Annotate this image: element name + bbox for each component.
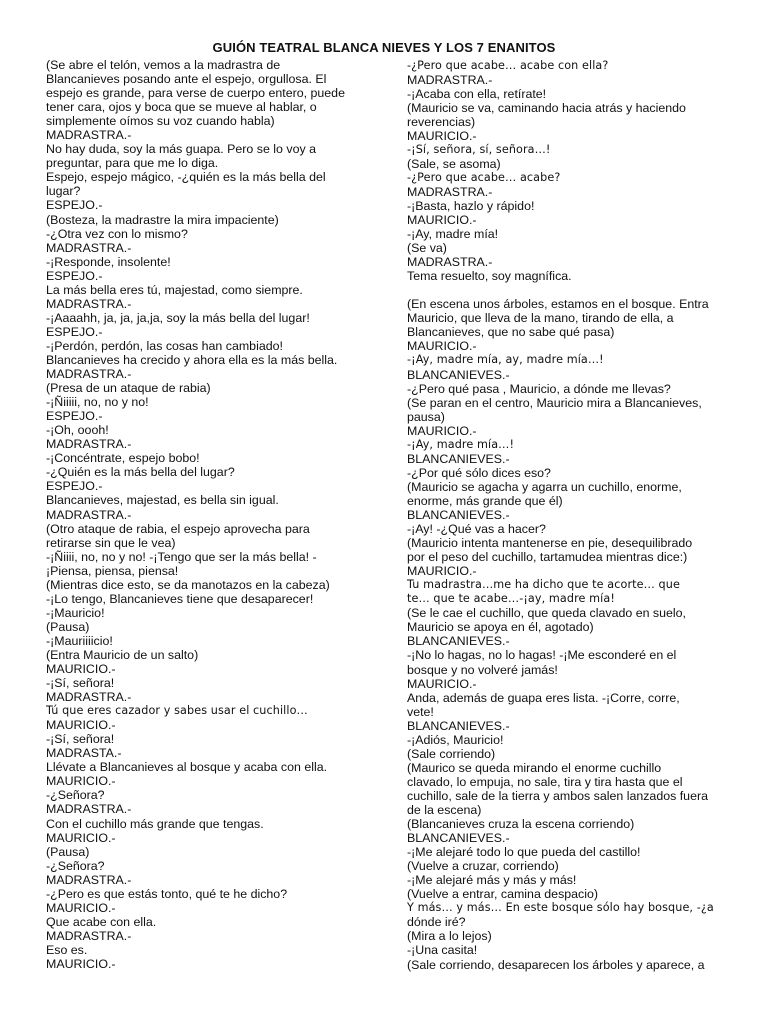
script-line: -¡Ay, madre mía…! bbox=[407, 437, 515, 451]
script-line: preguntar, para que me lo diga. bbox=[46, 156, 219, 171]
script-line: -¡Responde, insolente! bbox=[46, 254, 171, 269]
script-line: enorme, más grande que él) bbox=[407, 493, 563, 508]
script-line: (Mauricio se va, caminando hacia atrás y haciendo bbox=[407, 100, 686, 115]
script-line: MADRASTA.- bbox=[46, 746, 122, 761]
script-line: dónde iré? bbox=[407, 915, 466, 930]
script-line: MAURICIO.- bbox=[46, 900, 116, 915]
script-line: MAURICIO.- bbox=[46, 718, 116, 733]
script-line: -¡Sí, señora! bbox=[46, 676, 115, 691]
script-line: (Sale, se asoma) bbox=[407, 156, 501, 171]
script-line: te… que te acabe…-¡ay, madre mía! bbox=[407, 592, 615, 606]
script-line: MADRASTRA.- bbox=[407, 72, 493, 87]
script-line: -¡Ay! -¿Qué vas a hacer? bbox=[407, 522, 546, 537]
script-line: -¡Acaba con ella, retírate! bbox=[407, 86, 547, 101]
script-line: tener cara, ojos y boca que se mueve al hablar, o bbox=[46, 100, 317, 115]
script-line: Blancanieves, que no sabe qué pasa) bbox=[407, 325, 615, 340]
script-line: MAURICIO.- bbox=[407, 564, 477, 579]
script-line: simplemente oímos su voz cuando habla) bbox=[46, 114, 275, 129]
script-line: ESPEJO.- bbox=[46, 409, 103, 424]
script-line: Blancanieves ha crecido y ahora ella es la más bella. bbox=[46, 352, 338, 367]
script-line: -¿Señora? bbox=[46, 788, 105, 803]
script-line: (Otro ataque de rabia, el espejo aprovecha para bbox=[46, 521, 310, 536]
script-line: Llévate a Blancanieves al bosque y acaba con ella. bbox=[46, 760, 328, 775]
script-line: MAURICIO.- bbox=[46, 774, 116, 789]
script-line: (Blancanieves cruza la escena corriendo) bbox=[407, 817, 635, 832]
script-line: (Bosteza, la madrastre la mira impaciente) bbox=[46, 212, 279, 227]
script-line: (Mira a lo lejos) bbox=[407, 929, 492, 944]
script-line: ESPEJO.- bbox=[46, 479, 103, 494]
script-line: MADRASTRA.- bbox=[407, 255, 493, 270]
script-line: MADRASTRA.- bbox=[46, 507, 132, 522]
script-line: BLANCANIEVES.- bbox=[407, 508, 510, 522]
script-line bbox=[407, 283, 727, 297]
script-line: -¿Señora? bbox=[46, 858, 105, 873]
script-line: -¿Pero que acabe… acabe? bbox=[407, 170, 561, 184]
script-line: Mauricio, que lleva de la mano, tirando de ella, a bbox=[407, 311, 674, 326]
script-line: Tu madrastra…me ha dicho que te acorte… que bbox=[407, 578, 680, 592]
script-line: -¡Adiós, Mauricio! bbox=[407, 732, 504, 747]
script-line: -¿Pero que acabe… acabe con ella? bbox=[407, 58, 609, 72]
script-line: retirarse sin que le vea) bbox=[46, 535, 176, 550]
script-line: (Maurico se queda mirando el enorme cuchillo bbox=[407, 760, 662, 775]
script-line: MADRASTRA.- bbox=[46, 296, 132, 311]
script-line: (Se le cae el cuchillo, que queda clavado en suelo, bbox=[407, 606, 686, 621]
script-line: -¡Ñiiii, no, no y no! -¡Tengo que ser la más bella! - bbox=[46, 549, 317, 564]
script-line: -¿Otra vez con lo mismo? bbox=[46, 226, 188, 241]
script-line: MADRASTRA.- bbox=[46, 928, 132, 943]
script-line: -¡Mauricio! bbox=[46, 605, 105, 620]
script-line: (Se va) bbox=[407, 241, 447, 256]
script-line: MADRASTRA.- bbox=[46, 802, 132, 817]
script-line: (Mientras dice esto, se da manotazos en la cabeza) bbox=[46, 577, 330, 592]
script-line: bosque y no volveré jamás! bbox=[407, 662, 558, 677]
script-line: -¿Pero qué pasa , Mauricio, a dónde me llevas? bbox=[407, 381, 671, 396]
script-line: -¡Concéntrate, espejo bobo! bbox=[46, 451, 200, 466]
script-line: MAURICIO.- bbox=[407, 213, 477, 228]
script-line: (Vuelve a cruzar, corriendo) bbox=[407, 859, 559, 874]
script-line: MAURICIO.- bbox=[407, 676, 477, 691]
script-line: (En escena unos árboles, estamos en el bosque. Entra bbox=[407, 297, 709, 312]
script-line: (Mauricio intenta mantenerse en pie, desequilibrado bbox=[407, 536, 693, 551]
script-line: -¿Pero es que estás tonto, qué te he dicho? bbox=[46, 886, 288, 901]
script-line: cuchillo, sale de la tierra y ambos salen lanzados fuera bbox=[407, 788, 708, 803]
script-line: MAURICIO.- bbox=[407, 339, 477, 354]
script-line: La más bella eres tú, majestad, como siempre. bbox=[46, 282, 303, 297]
document-title: GUIÓN TEATRAL BLANCA NIEVES Y LOS 7 ENANITOS bbox=[212, 40, 556, 55]
script-line: ESPEJO.- bbox=[46, 324, 103, 339]
script-line: Que acabe con ella. bbox=[46, 914, 157, 929]
script-line: clavado, lo empuja, no sale, tira y tira hasta que el bbox=[407, 774, 683, 789]
script-line: -¡Sí, señora, sí, señora…! bbox=[407, 142, 551, 156]
right-column bbox=[407, 59, 727, 972]
script-line: Espejo, espejo mágico, -¿quién es la más bella del bbox=[46, 170, 326, 185]
script-line: MADRASTRA.- bbox=[46, 437, 132, 452]
script-line: Eso es. bbox=[46, 942, 88, 957]
script-line: (Pausa) bbox=[46, 619, 90, 634]
script-line: MAURICIO.- bbox=[46, 662, 116, 677]
script-line: Con el cuchillo más grande que tengas. bbox=[46, 816, 264, 831]
script-line: BLANCANIEVES.- bbox=[407, 634, 510, 649]
script-line: MADRASTRA.- bbox=[46, 240, 132, 255]
script-line: -¡Me alejaré todo lo que pueda del castillo! bbox=[407, 845, 641, 860]
script-line: -¡Me alejaré más y más y más! bbox=[407, 873, 577, 888]
script-line: (Vuelve a entrar, camina despacio) bbox=[407, 887, 599, 902]
script-line: No hay duda, soy la más guapa. Pero se lo voy a bbox=[46, 142, 316, 157]
script-line: (Mauricio se agacha y agarra un cuchillo, enorme, bbox=[407, 479, 682, 494]
script-line: MADRASTRA.- bbox=[46, 367, 132, 382]
script-line: -¡Mauriiiicio! bbox=[46, 633, 113, 648]
script-line: -¡Perdón, perdón, las cosas han cambiado! bbox=[46, 338, 283, 353]
script-line: Blancanieves, majestad, es bella sin igual. bbox=[46, 493, 279, 508]
script-line: ¡Piensa, piensa, piensa! bbox=[46, 563, 179, 578]
script-line: (Entra Mauricio de un salto) bbox=[46, 647, 199, 662]
script-line: vete! bbox=[407, 704, 434, 719]
script-line: -¡Basta, hazlo y rápido! bbox=[407, 198, 535, 213]
script-line: Mauricio se apoya en él, agotado) bbox=[407, 620, 594, 635]
script-line: lugar? bbox=[46, 184, 81, 199]
script-line: ESPEJO.- bbox=[46, 268, 103, 283]
script-line: de la escena) bbox=[407, 802, 482, 817]
script-line: -¿Quién es la más bella del lugar? bbox=[46, 465, 235, 480]
script-line: pausa) bbox=[407, 409, 445, 424]
script-line: -¡Lo tengo, Blancanieves tiene que desaparecer! bbox=[46, 591, 314, 606]
script-line: BLANCANIEVES.- bbox=[407, 451, 510, 466]
script-line: por el peso del cuchillo, tartamudea mientras dice:) bbox=[407, 550, 688, 565]
script-line: BLANCANIEVES.- bbox=[407, 831, 510, 846]
left-column bbox=[46, 58, 368, 971]
script-line: Anda, además de guapa eres lista. -¡Corre, corre, bbox=[407, 690, 680, 705]
script-line: MAURICIO.- bbox=[407, 128, 477, 143]
script-line: (Presa de un ataque de rabia) bbox=[46, 381, 211, 396]
script-line: (Pausa) bbox=[46, 844, 90, 859]
script-line: (Se paran en el centro, Mauricio mira a Blancanieves, bbox=[407, 395, 702, 410]
script-line: -¡Sí, señora! bbox=[46, 732, 115, 747]
script-line: -¡Ñiiiii, no, no y no! bbox=[46, 395, 149, 410]
script-line: (Sale corriendo, desaparecen los árboles y aparece, a bbox=[407, 957, 705, 972]
script-line: BLANCANIEVES.- bbox=[407, 367, 510, 382]
script-line: MAURICIO.- bbox=[407, 423, 477, 438]
script-line: -¡Una casita! bbox=[407, 943, 478, 958]
script-line: Blancanieves posando ante el espejo, orgullosa. El bbox=[46, 72, 327, 87]
script-line: reverencias) bbox=[407, 114, 476, 129]
script-line: MADRASTRA.- bbox=[407, 184, 493, 199]
script-line: MAURICIO.- bbox=[46, 957, 116, 971]
script-line: ESPEJO.- bbox=[46, 198, 103, 213]
script-line: MADRASTRA.- bbox=[46, 872, 132, 887]
script-line: -¡Ay, madre mía, ay, madre mía…! bbox=[407, 353, 604, 367]
script-line: Y más… y más… En este bosque sólo hay bosque, -¿a bbox=[407, 901, 714, 915]
script-line: -¡No lo hagas, no lo hagas! -¡Me esconderé en el bbox=[407, 648, 677, 663]
script-line: MAURICIO.- bbox=[46, 830, 116, 845]
script-line: (Sale corriendo) bbox=[407, 746, 496, 761]
script-line: Tema resuelto, soy magnífica. bbox=[407, 269, 572, 284]
script-line: (Se abre el telón, vemos a la madrastra de bbox=[46, 58, 281, 72]
script-line: MADRASTRA.- bbox=[46, 690, 132, 705]
script-line: -¡Ay, madre mía! bbox=[407, 227, 499, 242]
script-line: MADRASTRA.- bbox=[46, 128, 132, 143]
script-line: espejo es grande, para verse de cuerpo entero, puede bbox=[46, 86, 345, 101]
script-line: -¡Oh, oooh! bbox=[46, 423, 109, 438]
script-line: -¡Aaaahh, ja, ja, ja,ja, soy la más bella del lugar! bbox=[46, 310, 310, 325]
script-line: Tú que eres cazador y sabes usar el cuchillo… bbox=[46, 704, 308, 718]
script-line: -¿Por qué sólo dices eso? bbox=[407, 465, 551, 480]
script-line: BLANCANIEVES.- bbox=[407, 718, 510, 733]
